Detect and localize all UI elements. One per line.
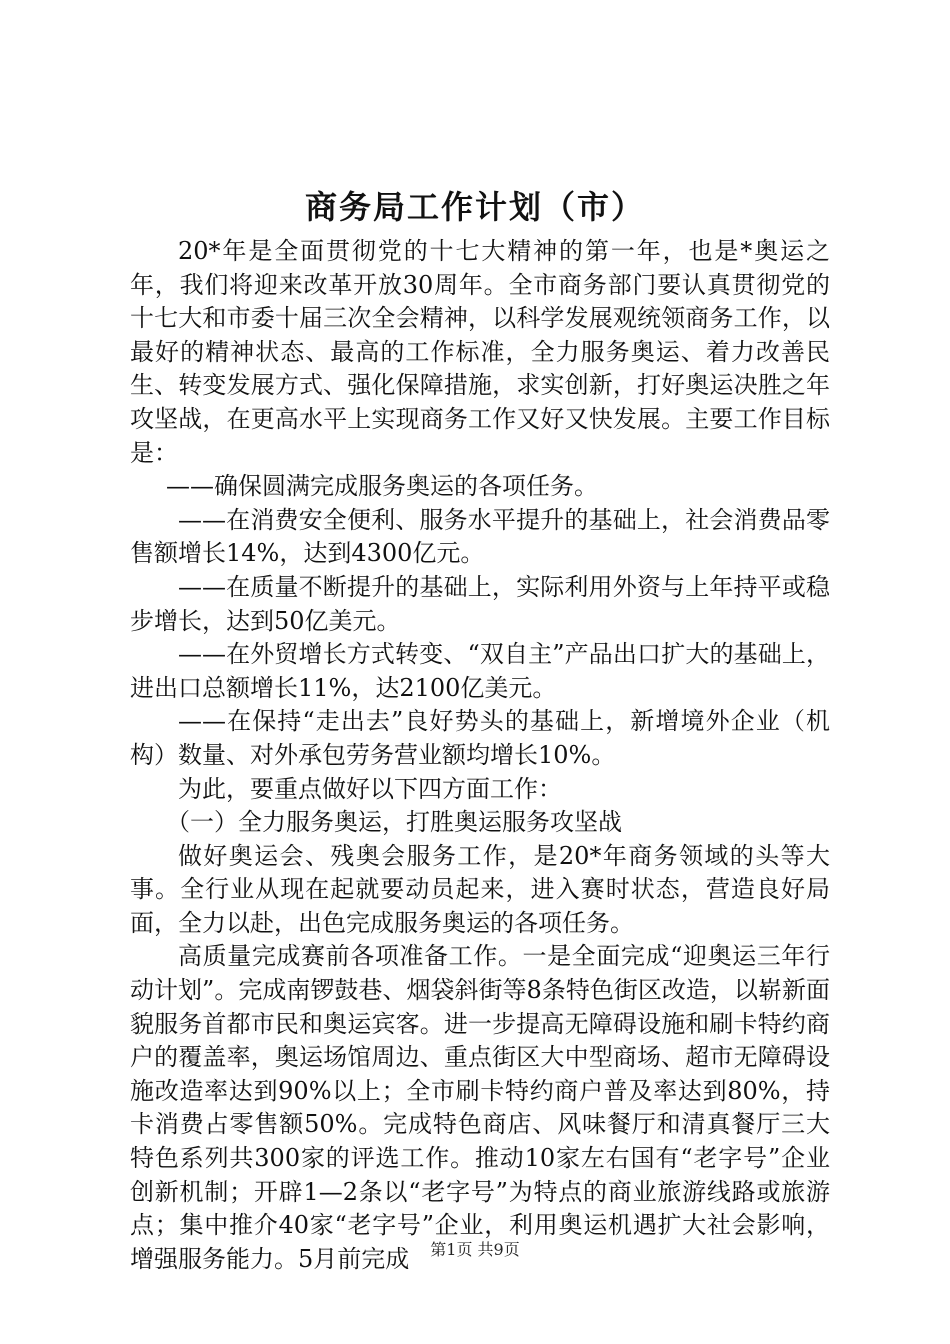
goal-item-2: ——在消费安全便利、服务水平提升的基础上，社会消费品零售额增长14%，达到4300亿元。 bbox=[130, 505, 830, 568]
paragraph-transition: 为此，要重点做好以下四方面工作： bbox=[178, 774, 562, 803]
goal-item-1: ——确保圆满完成服务奥运的各项任务。 bbox=[166, 472, 598, 501]
goal-item-5: ——在保持“走出去”良好势头的基础上，新增境外企业（机构）数量、对外承包劳务营业额均增长10%。 bbox=[130, 707, 830, 769]
page-footer: 第1页 共9页 bbox=[430, 1240, 520, 1259]
document-title: 商务局工作计划（市） bbox=[304, 188, 645, 226]
goal-item-4: ——在外贸增长方式转变、“双自主”产品出口扩大的基础上，进出口总额增长11%，达2100亿美元。 bbox=[130, 640, 830, 702]
paragraph-olympic-service: 做好奥运会、残奥会服务工作，是20*年商务领域的头等大事。全行业从现在起就要动员起来，进入赛时状态，营造良好局面，全力以赴，出色完成服务奥运的各项任务。 bbox=[130, 841, 830, 937]
document-body bbox=[130, 235, 830, 1276]
paragraph-preparation: 高质量完成赛前各项准备工作。一是全面完成“迎奥运三年行动计划”。完成南锣鼓巷、烟袋斜街等8条特色街区改造，以崭新面貌服务首都市民和奥运宾客。进一步提高无障碍设施和刷卡特约商户的覆盖率，奥运场馆周边、重点街区大中型商场、超市无障碍设施改造率达到90%以上；全市刷卡特约商户普及率达到80%，持卡消费占零售额50%。完成特色商店、风味餐厅和清真餐厅三大特色系列共300家的评选工作。推动10家左右国有“老字号”企业创新机制；开辟1—2条以“老字号”为特点的商业旅游线路或旅游点；集中推介40家“老字号”企业，利用奥运机遇扩大社会影响，增强服务能力。5月前完成 bbox=[130, 942, 830, 1273]
section-heading-1: （一）全力服务奥运，打胜奥运服务攻坚战 bbox=[166, 808, 622, 837]
paragraph-intro: 20*年是全面贯彻党的十七大精神的第一年，也是*奥运之年，我们将迎来改革开放30周年。全市商务部门要认真贯彻党的十七大和市委十届三次全会精神，以科学发展观统领商务工作，以最好的精神状态、最高的工作标准，全力服务奥运、着力改善民生、转变发展方式、强化保障措施，求实创新，打好奥运决胜之年攻坚战，在更高水平上实现商务工作又好又快发展。主要工作目标是： bbox=[130, 237, 830, 467]
goal-item-3: ——在质量不断提升的基础上，实际利用外资与上年持平或稳步增长，达到50亿美元。 bbox=[130, 572, 830, 635]
